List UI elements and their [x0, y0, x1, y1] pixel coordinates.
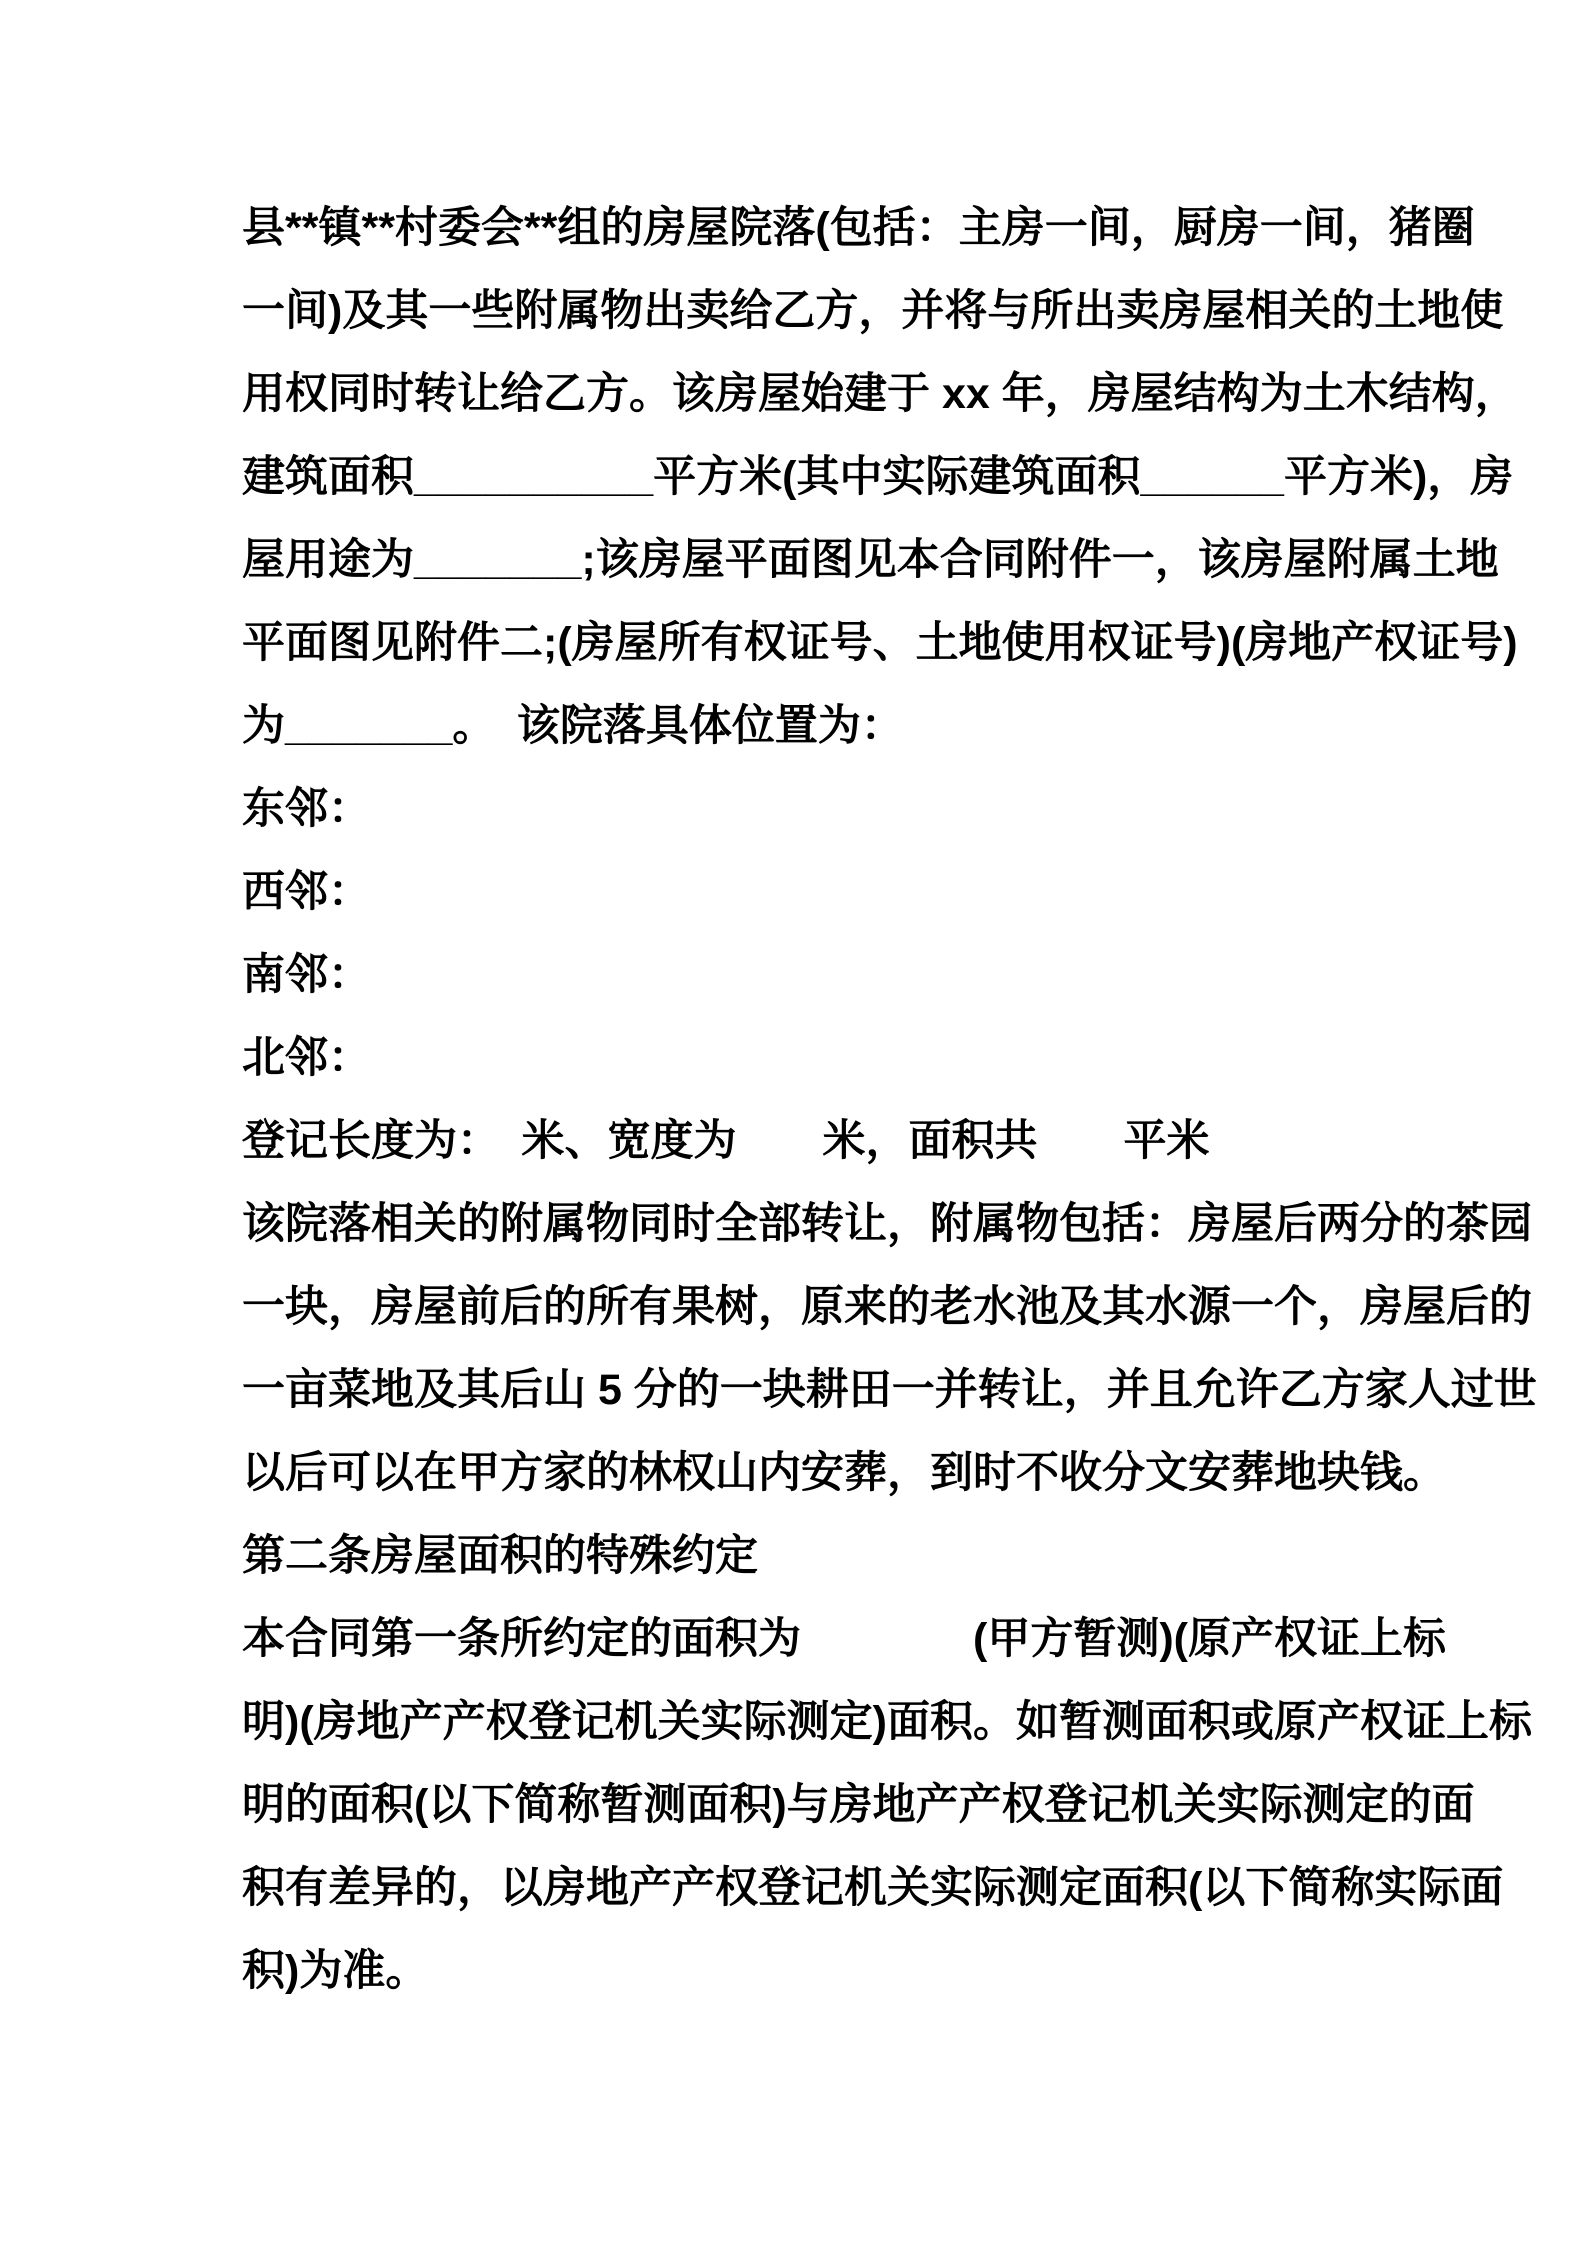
neighbor-line-west: 西邻： [242, 868, 371, 916]
contract-line: 一块，房屋前后的所有果树，原来的老水池及其水源一个，房屋后的 [242, 1283, 1532, 1331]
contract-line: 一亩菜地及其后山 5 分的一块耕田一并转让，并且允许乙方家人过世 [242, 1366, 1537, 1414]
contract-line-area-blank: 建筑面积__________平方米(其中实际建筑面积______平方米)，房 [242, 453, 1514, 501]
contract-line: 该院落相关的附属物同时全部转让，附属物包括：房屋后两分的茶园 [242, 1200, 1532, 1248]
neighbor-line-north: 北邻： [242, 1034, 371, 1082]
contract-text-block [242, 187, 1537, 2013]
contract-line: 平面图见附件二;(房屋所有权证号、土地使用权证号)(房地产权证号) [242, 619, 1518, 667]
contract-line: 积)为准。 [242, 1947, 429, 1995]
contract-line: 本合同第一条所约定的面积为 (甲方暂测)(原产权证上标 [242, 1615, 1446, 1663]
section-2-heading: 第二条房屋面积的特殊约定 [242, 1532, 758, 1580]
neighbor-line-south: 南邻： [242, 951, 371, 999]
contract-line: 以后可以在甲方家的林权山内安葬，到时不收分文安葬地块钱。 [242, 1449, 1446, 1497]
contract-line: 县**镇**村委会**组的房屋院落(包括：主房一间，厨房一间，猪圈 [242, 204, 1475, 252]
contract-line: 积有差异的，以房地产产权登记机关实际测定面积(以下简称实际面 [242, 1864, 1504, 1912]
neighbor-line-east: 东邻： [242, 785, 371, 833]
contract-line: 明的面积(以下简称暂测面积)与房地产产权登记机关实际测定的面 [242, 1781, 1475, 1829]
contract-line: 一间)及其一些附属物出卖给乙方，并将与所出卖房屋相关的土地使 [242, 287, 1504, 335]
contract-line-cert-blank: 为_______。 该院落具体位置为： [242, 702, 904, 750]
dimensions-line: 登记长度为： 米、宽度为 米，面积共 平米 [242, 1117, 1210, 1165]
contract-line: 用权同时转让给乙方。该房屋始建于 xx 年，房屋结构为土木结构， [242, 370, 1518, 418]
contract-line-use-blank: 屋用途为_______;该房屋平面图见本合同附件一，该房屋附属土地 [242, 536, 1499, 584]
contract-line: 明)(房地产产权登记机关实际测定)面积。如暂测面积或原产权证上标 [242, 1698, 1532, 1746]
